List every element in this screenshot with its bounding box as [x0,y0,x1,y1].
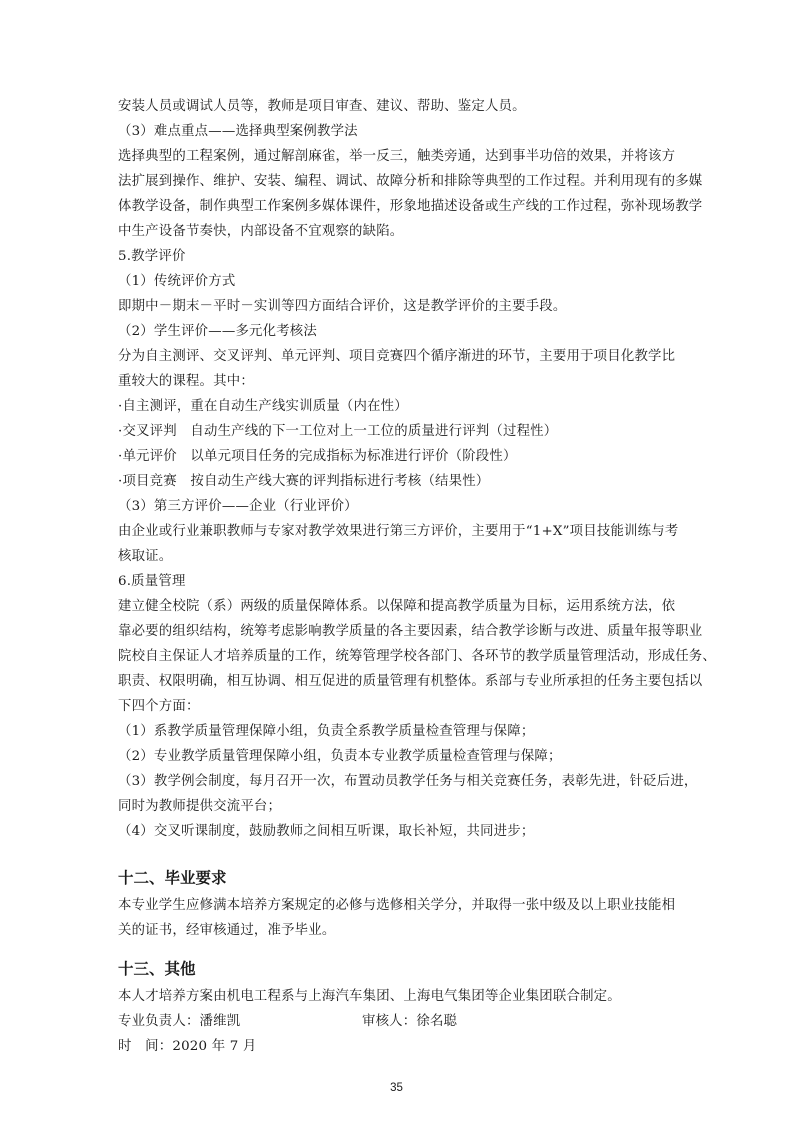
body-line: 分为自主测评、交叉评判、单元评判、项目竞赛四个循序渐进的环节，主要用于项目化教学比 [118,349,676,364]
body-line: 院校自主保证人才培养质量的工作，统筹管理学校各部门、各环节的教学质量管理活动，形成任务、 [118,649,716,664]
bullet-item: ·交叉评判 自动生产线的下一工位对上一工位的质量进行评判（过程性） [118,424,558,439]
list-item: （4）交叉听课制度，鼓励教师之间相互听课，取长补短，共同进步； [118,824,535,839]
list-item: （2）专业教学质量管理保障小组，负责本专业教学质量检查管理与保障； [118,749,562,764]
body-line: 关的证书，经审核通过，准予毕业。 [118,923,336,938]
bullet-item: ·单元评价 以单元项目任务的完成指标为标准进行评价（阶段性） [118,449,517,464]
subheading-line: 6.质量管理 [118,574,186,589]
body-line: 由企业或行业兼职教师与专家对教学效果进行第三方评价，主要用于“1+X”项目技能训练与考 [118,524,679,539]
body-line: 法扩展到操作、维护、安装、编程、调试、故障分析和排除等典型的工作过程。并利用现有的多媒 [118,174,703,189]
page-number: 35 [390,1082,403,1094]
signature-row [118,1009,698,1034]
body-line: 本专业学生应修满本培养方案规定的必修与选修相关学分，并取得一张中级及以上职业技能相 [118,898,676,913]
section-heading-graduation: 十二、毕业要求 [118,869,227,887]
body-line: 核取证。 [118,549,173,564]
body-line: 中生产设备节奏快，内部设备不宜观察的缺陷。 [118,224,404,239]
body-line: 靠必要的组织结构，统筹考虑影响教学质量的各主要因素，结合教学诊断与改进、质量年报等职业 [118,624,703,639]
subheading-line: （3）第三方评价——企业（行业评价） [118,499,358,514]
body-line: 体教学设备，制作典型工作案例多媒体课件，形象地描述设备或生产线的工作过程，弥补现场教学 [118,199,703,214]
body-line: 建立健全校院（系）两级的质量保障体系。以保障和提高教学质量为目标，运用系统方法，依 [118,599,676,614]
bullet-item: ·自主测评，重在自动生产线实训质量（内在性） [118,399,408,414]
date-line: 时 间：2020 年 7 月 [118,1039,257,1054]
body-line: 职责、权限明确，相互协调、相互促进的质量管理有机整体。系部与专业所承担的任务主要包括以 [118,674,703,689]
list-item: （3）教学例会制度，每月召开一次，布置动员教学任务与相关竞赛任务，表彰先进，针砭后进， [118,774,698,789]
subheading-line: （1）传统评价方式 [118,274,236,289]
bullet-item: ·项目竞赛 按自动生产线大赛的评判指标进行考核（结果性） [118,474,490,489]
subheading-line: （3）难点重点——选择典型案例教学法 [118,124,358,139]
program-leader: 专业负责人：潘维凯 [118,1014,241,1029]
body-line: 重较大的课程。其中： [118,374,254,389]
body-line: 下四个方面： [118,699,200,714]
subheading-line: （2）学生评价——多元化考核法 [118,324,317,339]
body-line: 选择典型的工程案例，通过解剖麻雀，举一反三，触类旁通，达到事半功倍的效果，并将该方 [118,149,676,164]
section-heading-other: 十三、其他 [118,960,196,978]
reviewer: 审核人：徐名聪 [362,1014,458,1029]
body-line: 即期中－期末－平时－实训等四方面结合评价，这是教学评价的主要手段。 [118,299,567,314]
body-line: 本人才培养方案由机电工程系与上海汽车集团、上海电气集团等企业集团联合制定。 [118,989,621,1004]
list-item: 同时为教师提供交流平台； [118,799,282,814]
subheading-line: 5.教学评价 [118,249,186,264]
list-item: （1）系教学质量管理保障小组，负责全系教学质量检查管理与保障； [118,724,535,739]
body-line: 安装人员或调试人员等，教师是项目审查、建议、帮助、鉴定人员。 [118,99,526,114]
